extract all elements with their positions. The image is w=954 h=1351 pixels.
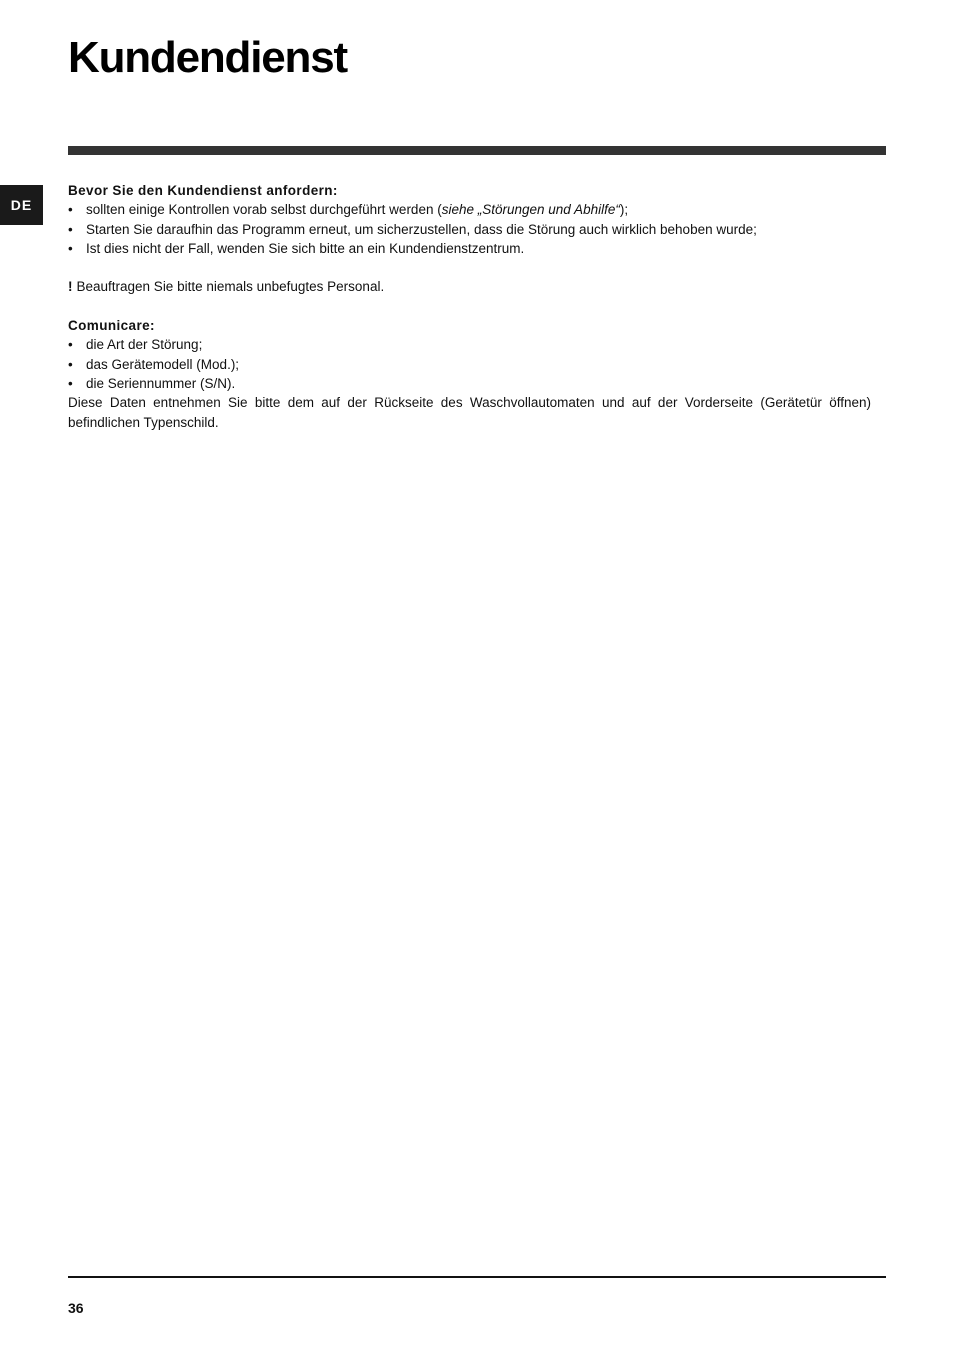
list-item-text: sollten einige Kontrollen vorab selbst durchgeführt werden ( [86,202,442,218]
bullet-icon: • [68,221,73,237]
footer-divider [68,1276,886,1278]
bullet-icon: • [68,337,73,353]
main-content [68,181,871,432]
list-item [68,220,871,239]
warning-text: Beauftragen Sie bitte niemals unbefugtes Personal. [76,279,385,295]
list-item [68,239,871,258]
section-heading-communicate: Comunicare: [68,318,155,334]
nameplate-paragraph: Diese Daten entnehmen Sie bitte dem auf der Rückseite des Waschvollautomaten und auf der Vorderseite (Gerätetür öffnen) befindlichen Typenschild. [68,395,871,430]
header-divider [68,146,886,155]
list-item-text-end: ); [619,202,629,218]
bullet-icon: • [68,202,73,218]
list-item-text: Starten Sie daraufhin das Programm erneut, um sicherzustellen, dass die Störung auch wirklich behoben wurde; [86,221,757,237]
checklist-before-service [68,200,871,258]
page-number: 36 [68,1300,84,1316]
list-item-text: die Seriennummer (S/N). [86,375,236,391]
bullet-icon: • [68,240,73,256]
list-item-text: das Gerätemodell (Mod.); [86,356,240,372]
list-item [68,200,871,219]
language-tab: DE [0,185,43,225]
section-heading-before-service: Bevor Sie den Kundendienst anfordern: [68,183,338,198]
bullet-icon: • [68,375,73,391]
info-list [68,335,871,393]
cross-reference: siehe „Störungen und Abhilfe“ [441,202,620,218]
spacer [68,297,871,316]
warning-note [68,277,871,296]
page-title: Kundendienst [68,33,347,82]
list-item [68,335,871,354]
spacer [68,258,871,277]
list-item [68,374,871,393]
list-item [68,355,871,374]
list-item-text: Ist dies nicht der Fall, wenden Sie sich bitte an ein Kundendienstzentrum. [86,240,525,256]
list-item-text: die Art der Störung; [86,337,203,353]
warning-icon: ! [68,279,73,295]
bullet-icon: • [68,356,73,372]
